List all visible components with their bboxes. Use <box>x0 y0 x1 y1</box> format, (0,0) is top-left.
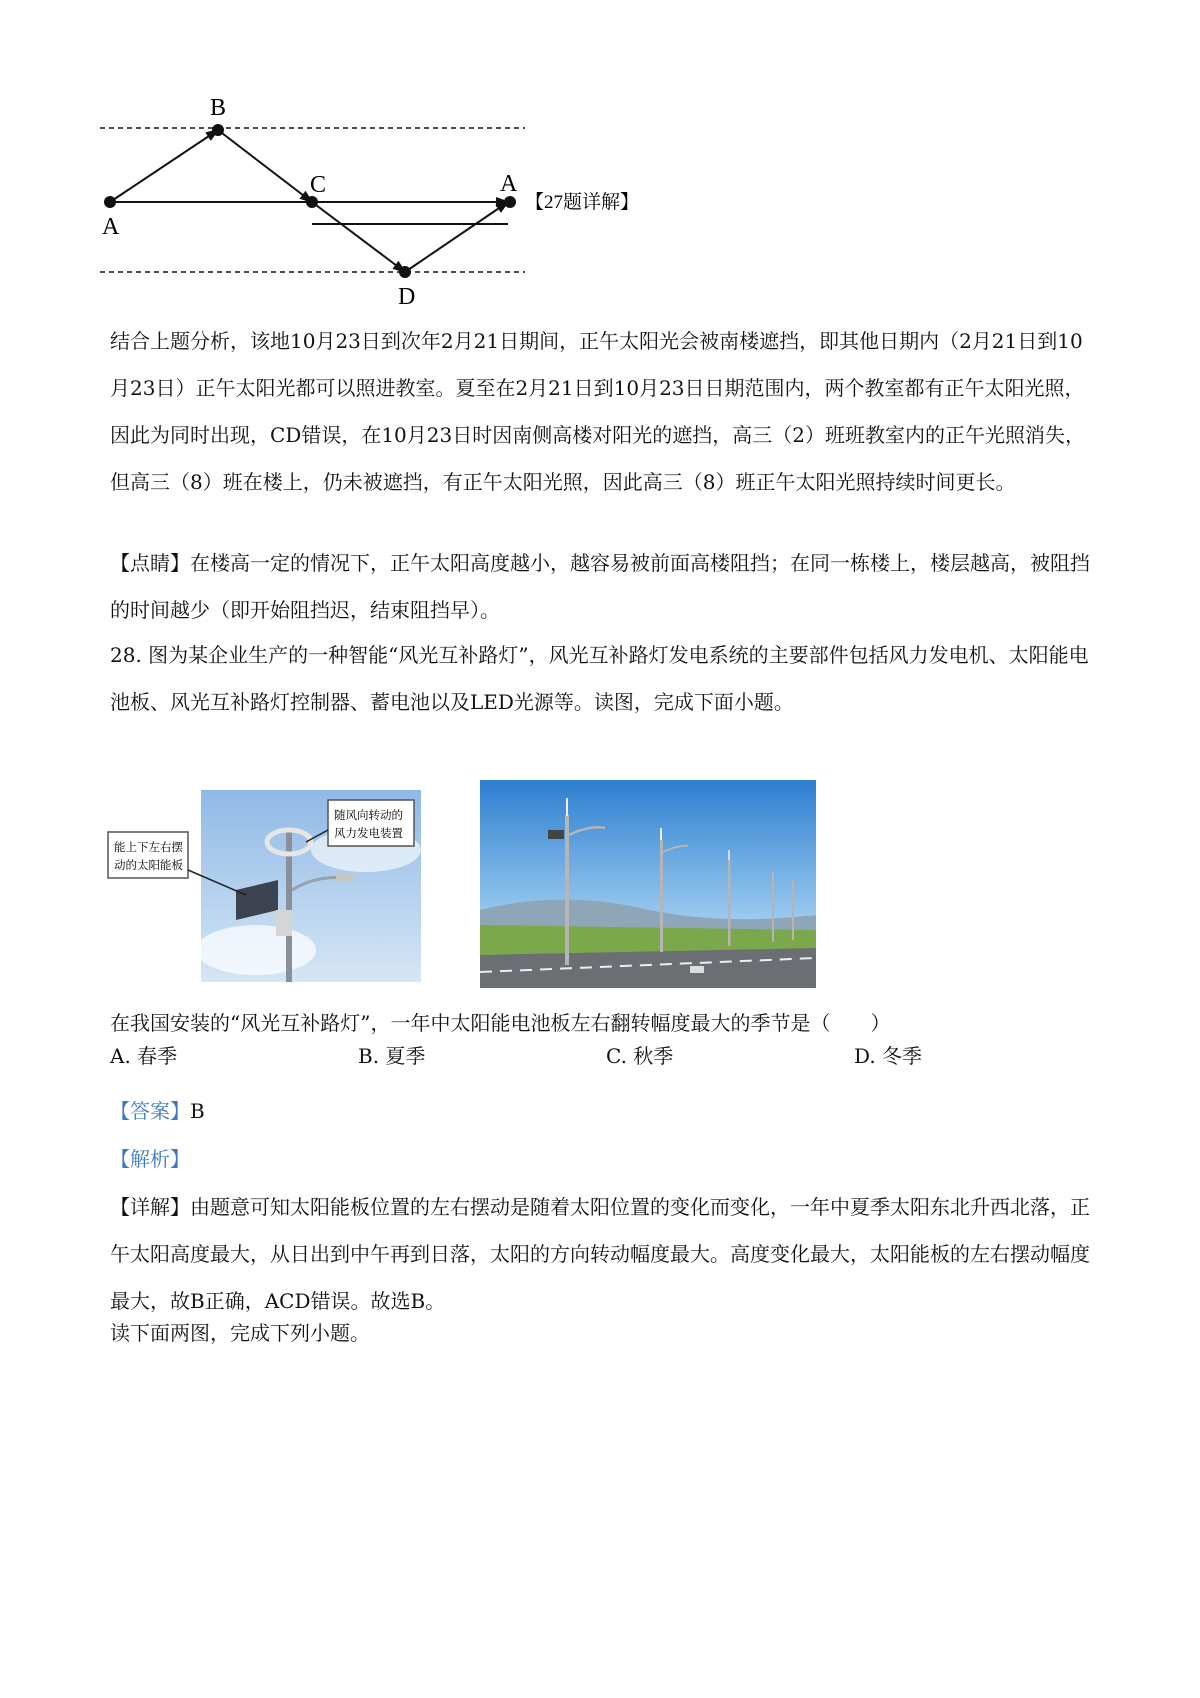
next-question-intro: 读下面两图，完成下列小题。 <box>110 1321 370 1345</box>
answer-label: 【答案】 <box>110 1099 190 1123</box>
arrow-d-a <box>405 202 508 272</box>
point-d <box>399 266 411 278</box>
option-d[interactable]: D. 冬季 <box>854 1044 923 1068</box>
answer-options <box>110 1040 1100 1080</box>
answer-value: B <box>190 1099 205 1123</box>
point-b <box>212 124 224 136</box>
label-a-left: A <box>102 214 120 240</box>
caption-27: 【27题详解】 <box>525 192 640 213</box>
wind-device-label-line2: 风力发电装置 <box>334 828 403 840</box>
option-b[interactable]: B. 夏季 <box>358 1044 426 1068</box>
option-a[interactable]: A. 春季 <box>110 1044 178 1068</box>
analysis-label: 【解析】 <box>110 1147 190 1171</box>
question-28-intro: 28. 图为某企业生产的一种智能“风光互补路灯”，风光互补路灯发电系统的主要部件包括风力发电机、太阳能电池板、风光互补路灯控制器、蓄电池以及LED光源等。读图，完成下面小题。 <box>110 643 1089 714</box>
wind-device-label-line1: 随风向转动的 <box>334 810 403 822</box>
solar-panel-label-line2: 动的太阳能板 <box>114 860 183 872</box>
paragraph-analysis: 结合上题分析，该地10月23日到次年2月21日期间，正午太阳光会被南楼遮挡，即其他日期内（2月21日到10月23日）正午太阳光都可以照进教室。夏至在2月21日到10月23日日期范围内，两个教室都有正午太阳光照，因此为同时出现，CD错误，在10月23日时因南侧高楼对阳光的遮挡，高三（2）班班教室内的正午光照消失，但高三（8）班在楼上，仍未被遮挡，有正午太阳光照，因此高三（8）班正午太阳光照持续时间更长。 <box>110 329 1085 494</box>
label-b: B <box>210 95 227 121</box>
question-28-stem: 在我国安装的“风光互补路灯”，一年中太阳能电池板左右翻转幅度最大的季节是（ ） <box>110 1011 891 1035</box>
road-street-lamps-photo <box>480 780 816 988</box>
arrow-c-d <box>312 202 405 272</box>
point-a-left <box>104 196 116 208</box>
answer-line <box>110 1088 1100 1135</box>
sunlight-diagram <box>100 90 820 330</box>
point-a-right <box>504 196 516 208</box>
street-lamp-closeup-photo <box>106 790 421 982</box>
arrow-a-b <box>110 130 218 202</box>
arrow-b-c <box>218 130 312 202</box>
solar-panel-label-line1: 能上下左右摆 <box>114 842 183 854</box>
detailed-explanation: 【详解】由题意可知太阳能板位置的左右摆动是随着太阳位置的变化而变化，一年中夏季太阳东北升西北落，正午太阳高度最大，从日出到中午再到日落，太阳的方向转动幅度最大。高度变化最大，太阳能板的左右摆动幅度最大，故B正确，ACD错误。故选B。 <box>110 1195 1090 1313</box>
label-d: D <box>398 284 416 310</box>
label-a-right: A <box>500 171 518 197</box>
option-c[interactable]: C. 秋季 <box>606 1044 674 1068</box>
label-c: C <box>310 172 327 198</box>
paragraph-key-point: 【点睛】在楼高一定的情况下，正午太阳高度越小，越容易被前面高楼阻挡；在同一栋楼上，楼层越高，被阻挡的时间越少（即开始阻挡迟，结束阻挡早）。 <box>110 551 1090 622</box>
